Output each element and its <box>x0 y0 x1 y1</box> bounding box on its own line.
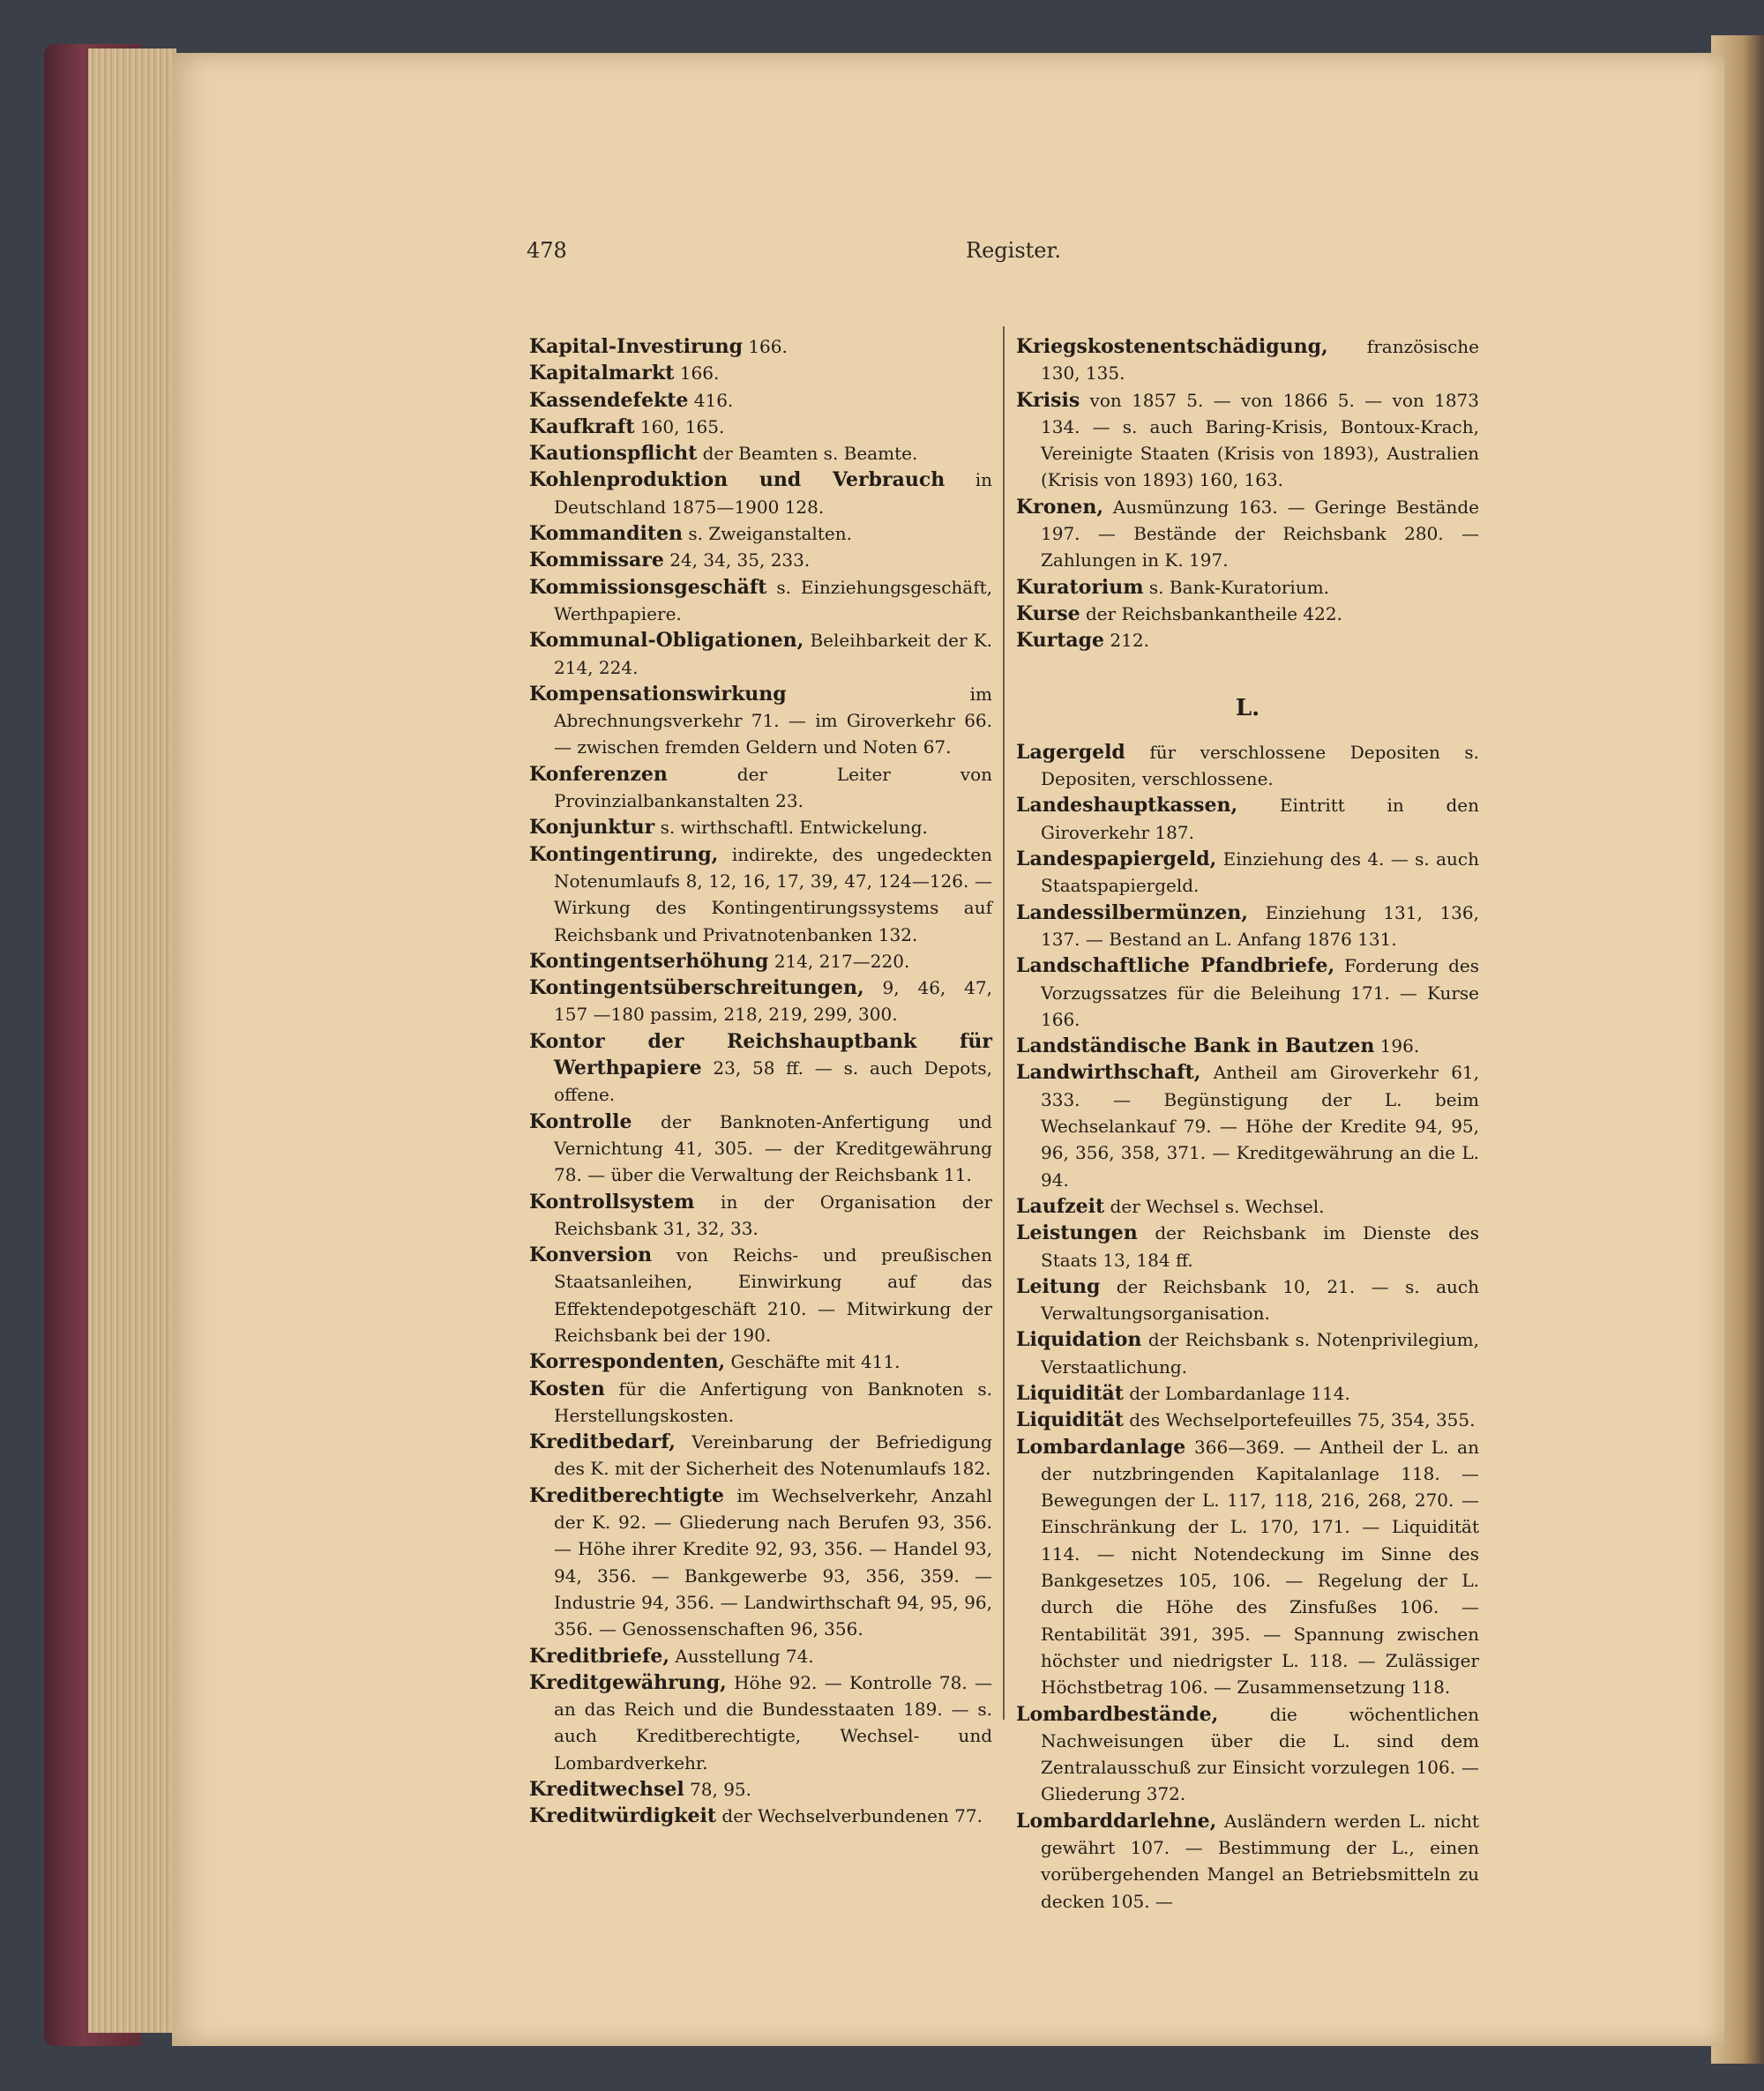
index-term: Landessilbermünzen, <box>1016 900 1248 924</box>
index-references: Beleihbarkeit der K. 214, 224. <box>554 630 992 678</box>
index-references: 78, 95. <box>684 1779 752 1801</box>
index-term: Konjunktur <box>529 816 655 840</box>
index-entry <box>529 360 992 386</box>
index-entry <box>529 1028 992 1109</box>
index-references: der Wechsel s. Wechsel. <box>1104 1195 1325 1217</box>
index-term: Landespapiergeld, <box>1016 848 1217 871</box>
index-entry <box>529 1482 992 1643</box>
index-references: 196. <box>1374 1035 1420 1057</box>
index-references: der Reichsbank s. Notenprivilegium, Verstaatlichung. <box>1041 1329 1479 1378</box>
index-references: französische 130, 135. <box>1041 336 1479 385</box>
index-entry <box>1016 333 1479 387</box>
index-term: Lombardanlage <box>1016 1435 1186 1459</box>
index-term: Konferenzen <box>529 762 668 786</box>
index-entry <box>1016 952 1479 1033</box>
index-term: Kreditberechtigte <box>529 1483 725 1507</box>
index-entry <box>529 1376 992 1430</box>
index-references: der Reichsbank 10, 21. — s. auch Verwaltungsorganisation. <box>1041 1275 1479 1325</box>
index-entry <box>529 1643 992 1669</box>
index-term: Kosten <box>529 1377 605 1400</box>
index-entry <box>1016 739 1479 793</box>
index-entry <box>1016 494 1479 574</box>
index-references: Ausländern werden L. nicht gewährt 107. — Bestimmung der L., einen vorübergehenden Mangel an Betriebsmitteln zu decken 105. — <box>1041 1810 1479 1912</box>
index-references: der Leiter von Provinzialbankanstalten 23. <box>554 763 992 812</box>
index-term: Kommissionsgeschäft <box>529 575 767 599</box>
index-entry <box>529 1109 992 1189</box>
index-term: Kaufkraft <box>529 414 635 438</box>
index-term: Kontrolle <box>529 1109 632 1133</box>
index-references: Antheil am Giroverkehr 61, 333. — Begünstigung der L. beim Wechselankauf 79. — Höhe der Kredite 94, 95, 96, 356, 358, 371. — Kreditgewährung an die L. 94. <box>1041 1062 1479 1191</box>
index-entry <box>1016 1808 1479 1915</box>
index-entry <box>529 1348 992 1375</box>
index-entry <box>529 841 992 948</box>
page-edges <box>88 49 176 2033</box>
index-term: Kommissare <box>529 549 664 572</box>
index-entry <box>529 1669 992 1776</box>
index-entry <box>529 1803 992 1829</box>
index-references: indirekte, des ungedeckten Notenumlaufs 8, 12, 16, 17, 39, 47, 124—126. — Wirkung des Kontingentirungssystems auf Reichsbank und Privatnotenbanken 132. <box>554 843 992 945</box>
index-term: Liquidität <box>1016 1381 1124 1405</box>
column-divider <box>1003 326 1005 1720</box>
index-references: des Wechselportefeuilles 75, 354, 355. <box>1123 1409 1476 1431</box>
index-term: Kontingentirung, <box>529 842 719 866</box>
index-entry <box>529 975 992 1028</box>
index-references: der Lombardanlage 114. <box>1123 1382 1350 1404</box>
letter-heading: L. <box>1235 694 1260 721</box>
index-entry <box>1016 792 1479 846</box>
index-entry <box>1016 1380 1479 1407</box>
index-references: Ausmünzung 163. — Geringe Bestände 197. — Bestände der Reichsbank 280. — Zahlungen in K. 197. <box>1041 496 1479 571</box>
index-term: Kreditbriefe, <box>529 1644 670 1668</box>
index-entry <box>1016 1273 1479 1327</box>
index-references: Forderung des Vorzugssatzes für die Beleihung 171. — Kurse 166. <box>1041 955 1480 1030</box>
index-references: die wöchentlichen Nachweisungen über die L. sind dem Zentralausschuß zur Einsicht vorzulegen 106. — Gliederung 372. <box>1041 1703 1479 1805</box>
index-entry <box>529 520 992 547</box>
index-entry <box>1016 1220 1479 1273</box>
index-entry <box>1016 1701 1479 1808</box>
index-references: von 1857 5. — von 1866 5. — von 1873 134. — s. auch Baring-Krisis, Bontoux-Krach, Vereinigte Staaten (Krisis von 1893), Australien (Krisis von 1893) 160, 163. <box>1041 389 1479 491</box>
index-term: Lombarddarlehne, <box>1016 1809 1217 1833</box>
index-references: 166. <box>742 336 788 357</box>
index-entry <box>1016 1407 1479 1433</box>
index-references: 366—369. — Antheil der L. an der nutzbringenden Kapitalanlage 118. — Bewegungen der L. 117, 118, 216, 268, 270. — Einschränkung der L. 170, 171. — Liquidität 114. — nicht Notendeckung im Sinne des Bankgesetzes 105, 106. — Regelung der L. durch die Höhe des Zinsfußes 106. — Rentabilität 391, 395. — Spannung zwischen höchster und niedrigster L. 118. — Zulässiger Höchstbetrag 106. — Zusammensetzung 118. <box>1041 1436 1479 1699</box>
index-references: Einziehung des 4. — s. auch Staatspapiergeld. <box>1041 848 1479 897</box>
index-term: Kreditwechsel <box>529 1778 684 1802</box>
index-term: Lagergeld <box>1016 740 1125 764</box>
index-entry <box>1016 574 1479 601</box>
index-entry <box>529 467 992 520</box>
index-term: Kapitalmarkt <box>529 362 675 385</box>
index-references: s. wirthschaftl. Entwickelung. <box>654 817 928 839</box>
index-term: Kreditbedarf, <box>529 1430 676 1454</box>
index-entry <box>529 1189 992 1243</box>
index-term: Landwirthschaft, <box>1016 1061 1201 1085</box>
index-term: Landständische Bank in Bautzen <box>1016 1034 1375 1058</box>
index-term: Liquidation <box>1016 1328 1142 1352</box>
index-references: 23, 58 ff. — s. auch Depots, offene. <box>554 1057 992 1106</box>
index-references: s. Bank-Kuratorium. <box>1143 576 1330 598</box>
index-entry <box>529 387 992 414</box>
index-references: 214, 217—220. <box>768 950 910 972</box>
index-entry <box>529 681 992 761</box>
index-references: in der Organisation der Reichsbank 31, 32, 33. <box>554 1191 992 1239</box>
index-references: 9, 46, 47, 157 —180 passim, 218, 219, 299, 300. <box>554 977 992 1026</box>
index-references: für die Anfertigung von Banknoten s. Herstellungskosten. <box>554 1378 992 1426</box>
index-references: in Deutschland 1875—1900 128. <box>554 469 992 518</box>
index-term: Kontor der Reichshauptbank für Werthpapiere <box>529 1029 992 1080</box>
index-term: Kommunal-Obligationen, <box>529 629 804 653</box>
index-entry <box>1016 1033 1479 1059</box>
index-references: 212. <box>1104 630 1149 652</box>
index-term: Kautionspflicht <box>529 442 698 466</box>
index-references: 24, 34, 35, 233. <box>663 549 811 571</box>
index-term: Kreditgewährung, <box>529 1670 727 1694</box>
index-references: 160, 165. <box>634 415 725 437</box>
index-references: Ausstellung 74. <box>669 1645 814 1667</box>
index-term: Kapital-Investirung <box>529 335 743 358</box>
index-term: Laufzeit <box>1016 1194 1105 1218</box>
index-column-right <box>1016 333 1479 1915</box>
index-entry <box>529 1429 992 1482</box>
index-entry <box>529 333 992 360</box>
index-term: Kompensationswirkung <box>529 682 787 706</box>
index-term: Kriegskostenentschädigung, <box>1016 335 1328 358</box>
index-references: im Abrechnungsverkehr 71. — im Giroverkehr 66. — zwischen fremden Geldern und Noten 67. <box>554 683 992 758</box>
index-entry <box>529 814 992 840</box>
index-entry <box>1016 1059 1479 1192</box>
index-entry <box>1016 900 1479 953</box>
index-entry <box>529 761 992 815</box>
index-references: Geschäfte mit 411. <box>725 1351 901 1373</box>
index-entry <box>1016 1326 1479 1380</box>
index-references: von Reichs- und preußischen Staatsanleihen, Einwirkung auf das Effektendepotgeschäft 210. — Mitwirkung der Reichsbank bei der 190. <box>554 1244 992 1346</box>
index-entry <box>529 1776 992 1803</box>
index-references: Einziehung 131, 136, 137. — Bestand an L. Anfang 1876 131. <box>1041 901 1479 950</box>
index-references: s. Einziehungsgeschäft, Werthpapiere. <box>554 576 992 624</box>
index-term: Kontrollsystem <box>529 1190 695 1214</box>
index-term: Leitung <box>1016 1274 1101 1298</box>
index-references: Eintritt in den Giroverkehr 187. <box>1041 795 1479 843</box>
index-term: Konversion <box>529 1243 653 1267</box>
index-term: Kohlenproduktion und Verbrauch <box>529 468 946 492</box>
index-term: Kuratorium <box>1016 575 1144 599</box>
index-entry <box>529 414 992 440</box>
index-entry <box>1016 627 1479 653</box>
index-entry <box>1016 387 1479 494</box>
index-references: Höhe 92. — Kontrolle 78. — an das Reich und die Bundesstaaten 189. — s. auch Kreditberechtigte, Wechsel- und Lombardverkehr. <box>554 1671 992 1774</box>
index-term: Landeshauptkassen, <box>1016 794 1238 818</box>
index-term: Kronen, <box>1016 495 1104 519</box>
index-entry <box>529 574 992 628</box>
index-term: Kontingentserhöhung <box>529 949 769 973</box>
index-references: 166. <box>674 362 720 385</box>
index-entry <box>529 1242 992 1348</box>
index-entry <box>1016 846 1479 900</box>
index-references: 416. <box>688 389 734 411</box>
index-term: Kassendefekte <box>529 388 689 412</box>
index-entry <box>529 547 992 573</box>
index-entry <box>1016 1193 1479 1220</box>
index-term: Leistungen <box>1016 1221 1138 1245</box>
index-term: Lombardbestände, <box>1016 1702 1219 1726</box>
index-term: Kurse <box>1016 601 1080 625</box>
index-references: der Beamten s. Beamte. <box>697 443 918 465</box>
index-term: Kontingentsüberschreitungen, <box>529 976 864 1000</box>
index-references: der Banknoten-Anfertigung und Vernichtung 41, 305. — der Kreditgewährung 78. — über die Verwaltung der Reichsbank 11. <box>554 1110 992 1186</box>
index-term: Kommanditen <box>529 522 684 546</box>
page-number: 478 <box>527 238 567 263</box>
index-references: im Wechselverkehr, Anzahl der K. 92. — Gliederung nach Berufen 93, 356. — Höhe ihrer Kredite 92, 93, 356. — Handel 93, 94, 356. — Bankgewerbe 93, 356, 359. — Industrie 94, 356. — Landwirthschaft 94, 95, 96, 356. — Genossenschaften 96, 356. <box>554 1484 992 1640</box>
index-entry <box>1016 601 1479 627</box>
index-term: Kreditwürdigkeit <box>529 1804 717 1828</box>
index-references: der Reichsbankantheile 422. <box>1080 602 1342 624</box>
index-references: der Reichsbank im Dienste des Staats 13, 184 ff. <box>1041 1222 1479 1271</box>
index-references: Vereinbarung der Befriedigung des K. mit der Sicherheit des Notenumlaufs 182. <box>554 1431 992 1480</box>
index-entry <box>529 948 992 975</box>
index-entry <box>529 627 992 681</box>
index-term: Krisis <box>1016 388 1080 412</box>
index-column-left <box>529 333 992 1830</box>
index-entry <box>529 440 992 467</box>
index-term: Kurtage <box>1016 629 1105 653</box>
index-term: Liquidität <box>1016 1408 1124 1432</box>
index-term: Korrespondenten, <box>529 1350 726 1374</box>
running-title: Register. <box>966 238 1061 263</box>
index-references: der Wechselverbundenen 77. <box>716 1805 983 1827</box>
index-references: für verschlossene Depositen s. Depositen, verschlossene. <box>1041 741 1479 790</box>
index-references: s. Zweiganstalten. <box>683 523 852 545</box>
index-entry <box>1016 1434 1479 1701</box>
index-term: Landschaftliche Pfandbriefe, <box>1016 954 1335 978</box>
